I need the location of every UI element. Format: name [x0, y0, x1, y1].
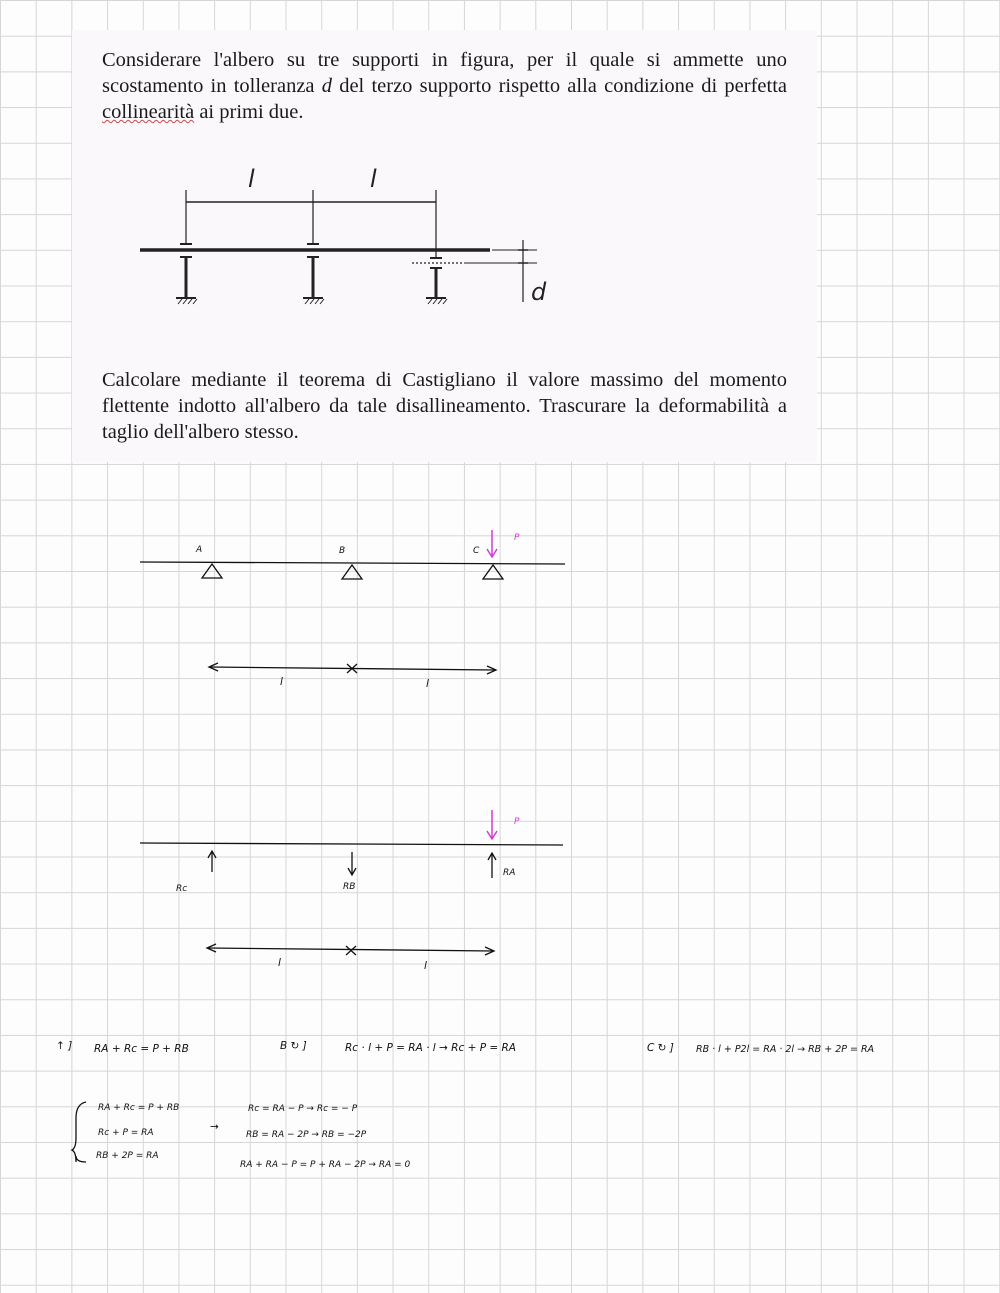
- reaction-ra-label: RA: [503, 868, 516, 878]
- span2-label-1: l: [426, 678, 429, 690]
- span-label-2: l: [370, 165, 377, 193]
- load-p-label-1: P: [514, 533, 520, 543]
- eq3-head: C ↻ ]: [647, 1042, 674, 1054]
- system-line-1: RA + Rc = P + RB: [98, 1103, 180, 1113]
- result-line-1: Rc = RA − P → Rc = − P: [248, 1104, 358, 1114]
- span1-label-1: l: [280, 676, 283, 688]
- spellcheck-word: collinearità: [102, 101, 195, 123]
- eq2-head: B ↻ ]: [280, 1040, 307, 1052]
- support-b-label: B: [339, 546, 346, 556]
- reaction-rb-label: RB: [343, 882, 356, 892]
- eq1-head: ↑ ]: [56, 1040, 73, 1052]
- span2-label-2: l: [424, 960, 427, 972]
- system-arrow: →: [210, 1121, 219, 1133]
- intro-text-1: Considerare l'albero su tre supporti in figura, per il quale si ammette uno scostamento in tolleranza: [102, 49, 787, 97]
- span-label-1: l: [248, 165, 255, 193]
- system-line-2: Rc + P = RA: [98, 1128, 154, 1138]
- span1-label-2: l: [278, 957, 281, 969]
- offset-label: d: [531, 278, 547, 306]
- system-line-3: RB + 2P = RA: [96, 1151, 159, 1161]
- intro-text-3: ai primi due.: [194, 101, 304, 123]
- support-c-label: C: [473, 546, 480, 556]
- eq2-text: Rc · l + P = RA · l → Rc + P = RA: [345, 1042, 516, 1054]
- intro-text-2: del terzo supporto rispetto alla condizione di perfetta: [331, 75, 787, 97]
- reaction-rc-label: Rc: [176, 884, 188, 894]
- eq1-text: RA + Rc = P + RB: [94, 1043, 189, 1055]
- load-p-label-2: P: [514, 817, 520, 827]
- eq3-text: RB · l + P2l = RA · 2l → RB + 2P = RA: [696, 1044, 875, 1055]
- result-line-3: RA + RA − P = P + RA − 2P → RA = 0: [240, 1160, 411, 1170]
- result-line-2: RB = RA − 2P → RB = −2P: [246, 1130, 367, 1140]
- problem-question: Calcolare mediante il teorema di Castigliano il valore massimo del momento flettente indotto all'albero da tale disallineamento. Trascurare la deformabilità a taglio dell'albero stesso.: [102, 369, 787, 443]
- support-a-label: A: [196, 545, 203, 555]
- intro-d-symbol: d: [321, 75, 332, 97]
